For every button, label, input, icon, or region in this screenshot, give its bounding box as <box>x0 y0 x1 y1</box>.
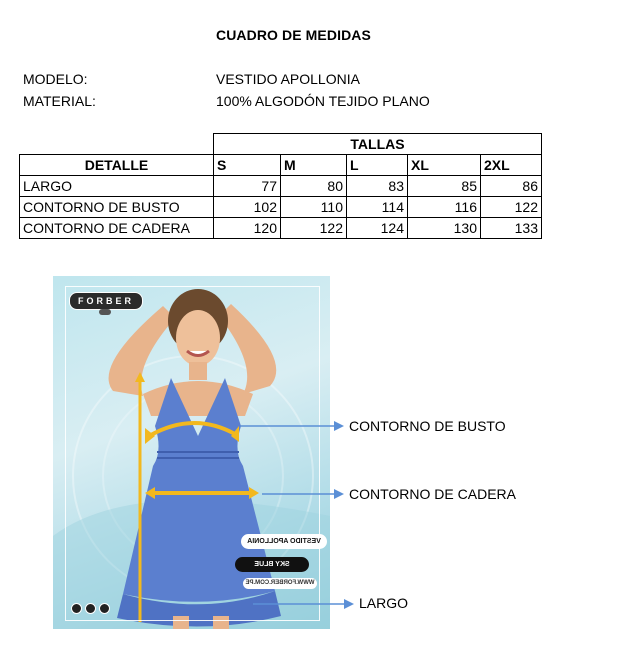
table-cell: 130 <box>408 218 481 239</box>
row-label: CONTORNO DE CADERA <box>20 218 214 239</box>
product-name-tag: VESTIDO APOLLONIA <box>241 534 327 549</box>
tallas-header: TALLAS <box>214 134 542 155</box>
size-header-s: S <box>214 155 281 176</box>
table-cell: 133 <box>481 218 542 239</box>
table-cell: 83 <box>347 176 408 197</box>
length-label: LARGO <box>359 595 409 611</box>
product-color-tag: SKY BLUE <box>235 557 309 572</box>
size-table <box>19 133 542 239</box>
table-cell: 114 <box>347 197 408 218</box>
table-cell: 122 <box>481 197 542 218</box>
material-label: MATERIAL: <box>23 93 96 109</box>
brand-logo-mark <box>99 309 111 315</box>
table-row <box>20 176 542 197</box>
size-header-l: L <box>347 155 408 176</box>
material-value: 100% ALGODÓN TEJIDO PLANO <box>216 93 430 109</box>
whatsapp-icon <box>99 603 110 614</box>
table-cell: 124 <box>347 218 408 239</box>
size-header-xl: XL <box>408 155 481 176</box>
arrow-right-icon <box>334 489 344 499</box>
facebook-icon <box>85 603 96 614</box>
table-cell: 120 <box>214 218 281 239</box>
website-tag: WWW.FORBER.COM.PE <box>243 578 317 589</box>
row-label: LARGO <box>20 176 214 197</box>
table-header-row <box>20 155 542 176</box>
table-cell: 77 <box>214 176 281 197</box>
table-cell: 102 <box>214 197 281 218</box>
table-cell: 85 <box>408 176 481 197</box>
product-photo <box>53 276 330 629</box>
table-row <box>20 197 542 218</box>
table-cell: 86 <box>481 176 542 197</box>
bust-label: CONTORNO DE BUSTO <box>349 418 506 434</box>
hip-label: CONTORNO DE CADERA <box>349 486 516 502</box>
page-title: CUADRO DE MEDIDAS <box>216 27 371 43</box>
arrow-right-icon <box>334 421 344 431</box>
table-cell: 110 <box>281 197 347 218</box>
detalle-header: DETALLE <box>20 155 214 176</box>
brand-logo: FORBER <box>69 292 143 310</box>
model-label: MODELO: <box>23 71 88 87</box>
size-header-2xl: 2XL <box>481 155 542 176</box>
table-header-row <box>20 134 542 155</box>
arrow-right-icon <box>344 599 354 609</box>
table-cell: 80 <box>281 176 347 197</box>
size-header-m: M <box>281 155 347 176</box>
instagram-icon <box>71 603 82 614</box>
table-row <box>20 218 542 239</box>
table-cell: 122 <box>281 218 347 239</box>
table-cell: 116 <box>408 197 481 218</box>
model-value: VESTIDO APOLLONIA <box>216 71 360 87</box>
row-label: CONTORNO DE BUSTO <box>20 197 214 218</box>
social-icons <box>71 603 110 613</box>
